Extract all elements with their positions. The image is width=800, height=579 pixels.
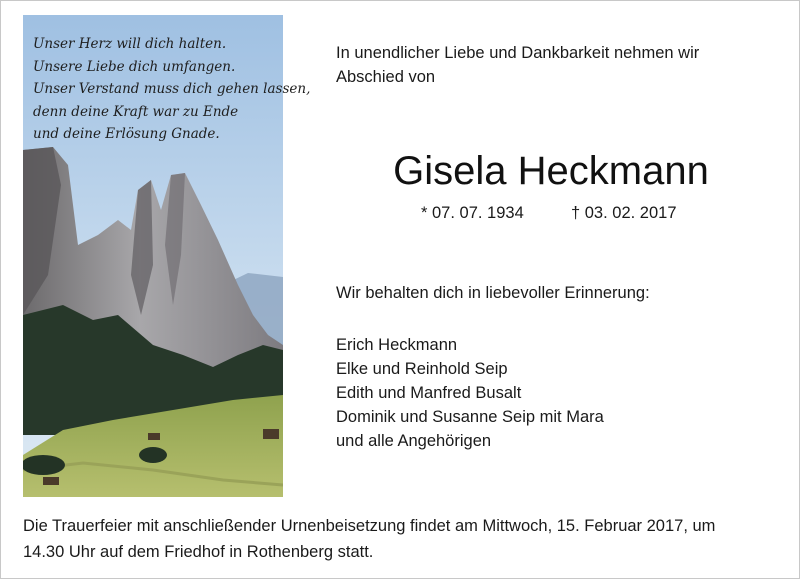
poem <box>33 33 311 146</box>
poem-line: denn deine Kraft war zu Ende <box>33 103 239 120</box>
intro-text <box>336 41 776 89</box>
intro-line: Abschied von <box>336 68 436 86</box>
tree-cluster <box>23 455 65 475</box>
mourners-list <box>336 333 776 453</box>
hut <box>263 429 279 439</box>
intro-line: In unendlicher Liebe und Dankbarkeit nehmen wir <box>336 44 700 62</box>
mourner: Elke und Reinhold Seip <box>336 360 508 378</box>
mourner: Erich Heckmann <box>336 336 458 354</box>
mourner: Edith und Manfred Busalt <box>336 384 522 402</box>
poem-line: Unser Herz will dich halten. <box>33 36 227 52</box>
funeral-info-line: Die Trauerfeier mit anschließender Urnenbeisetzung findet am Mittwoch, 15. Februar 2017, um <box>23 517 716 535</box>
poem-line: Unsere Liebe dich umfangen. <box>33 58 236 75</box>
tree-cluster <box>139 447 167 463</box>
deceased-name: Gisela Heckmann <box>393 149 709 193</box>
hut <box>43 477 59 485</box>
death-date: † 03. 02. 2017 <box>571 204 677 222</box>
poem-line: und deine Erlösung Gnade. <box>33 126 220 142</box>
mourner: und alle Angehörigen <box>336 432 492 450</box>
poem-line: Unser Verstand muss dich gehen lassen, <box>33 81 311 97</box>
funeral-info <box>23 513 783 565</box>
hut <box>148 433 160 440</box>
mourner: Dominik und Susanne Seip mit Mara <box>336 408 604 426</box>
funeral-info-line: 14.30 Uhr auf dem Friedhof in Rothenberg statt. <box>23 543 374 561</box>
birth-date: * 07. 07. 1934 <box>421 204 524 222</box>
memory-text: Wir behalten dich in liebevoller Erinnerung: <box>336 284 650 302</box>
